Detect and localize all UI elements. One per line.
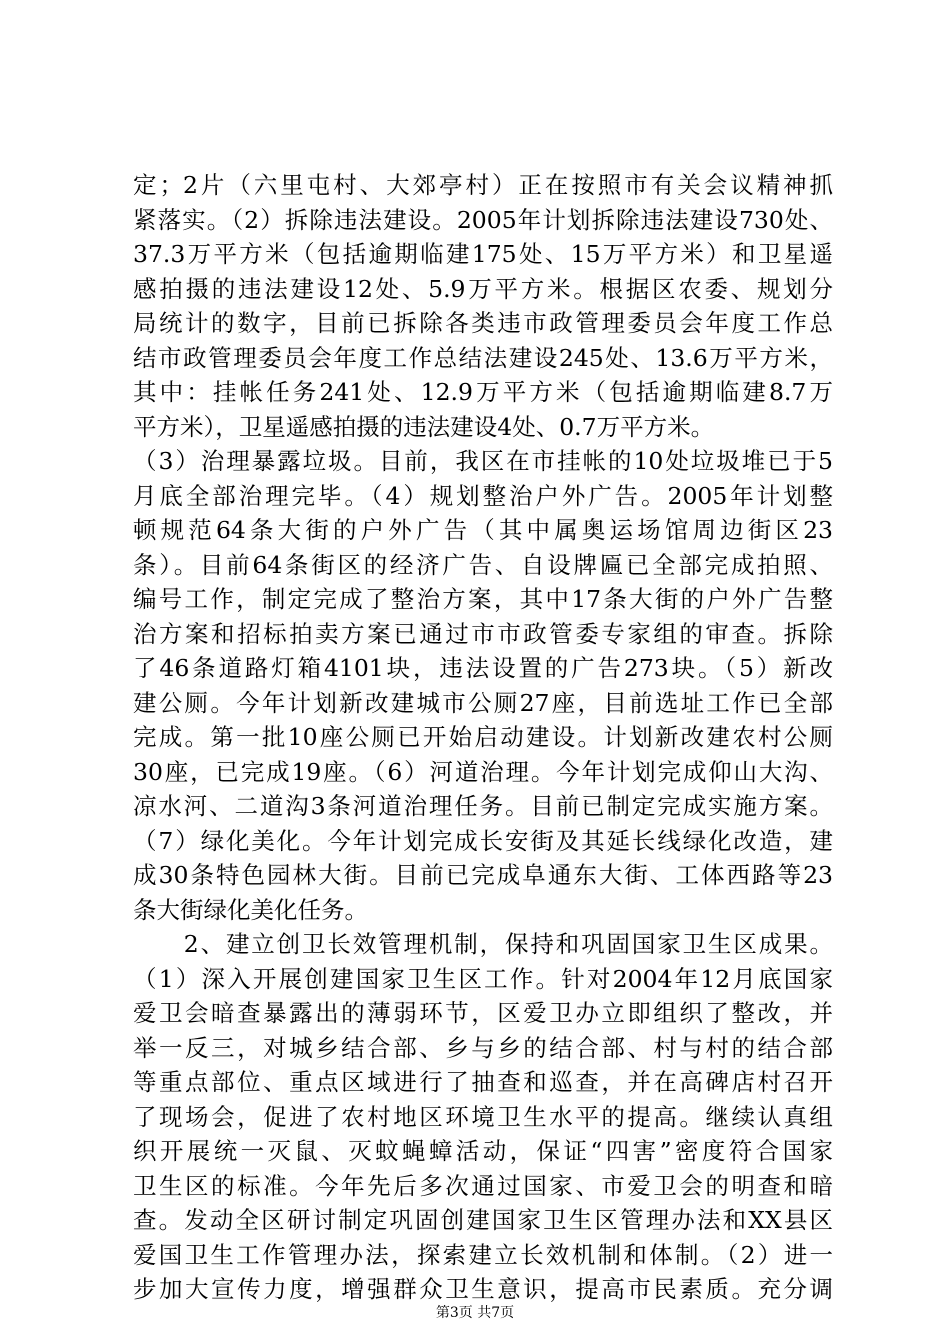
text-line: 查。发动全区研讨制定巩固创建国家卫生区管理办法和XX县区 <box>133 1206 833 1234</box>
text-line: 紧落实。（2）拆除违法建设。2005年计划拆除违法建设730处、 <box>133 205 833 234</box>
text-line: 结市政管理委员会年度工作总结法建设245处、13.6万平方米， <box>133 343 833 372</box>
text-line: 局统计的数字，目前已拆除各类违市政管理委员会年度工作总 <box>133 309 833 337</box>
page-footer <box>0 1303 950 1323</box>
text-line: 治方案和招标拍卖方案已通过市市政管委专家组的审查。拆除 <box>133 619 833 648</box>
text-line: 2、建立创卫长效管理机制，保持和巩固国家卫生区成果。 <box>133 930 833 958</box>
text-line: 顿规范64条大街的户外广告（其中属奥运场馆周边街区23 <box>133 516 833 544</box>
text-line: 月底全部治理完毕。（4）规划整治户外广告。2005年计划整 <box>133 481 833 510</box>
text-line: 完成。第一批10座公厕已开始启动建设。计划新改建农村公厕 <box>133 723 833 751</box>
text-line: 成30条特色园林大街。目前已完成阜通东大街、工体西路等23 <box>133 861 833 889</box>
page-indicator: 第3页 共7页 <box>435 1305 515 1321</box>
text-line: 了46条道路灯箱4101块，违法设置的广告273块。（5）新改 <box>133 654 833 682</box>
text-line: 建公厕。今年计划新改建城市公厕27座，目前选址工作已全部 <box>133 688 833 717</box>
text-line: 了现场会，促进了农村地区环境卫生水平的提高。继续认真组 <box>133 1102 833 1131</box>
text-line: 37.3万平方米（包括逾期临建175处、15万平方米）和卫星遥 <box>133 240 833 268</box>
text-line: 条大街绿化美化任务。 <box>133 895 368 924</box>
text-line: 编号工作，制定完成了整治方案，其中17条大街的户外广告整 <box>133 585 833 613</box>
text-line: 爱国卫生工作管理办法，探索建立长效机制和体制。（2）进一 <box>133 1240 833 1269</box>
text-line: 步加大宣传力度，增强群众卫生意识，提高市民素质。充分调 <box>133 1275 833 1303</box>
text-line: 感拍摄的违法建设12处、5.9万平方米。根据区农委、规划分 <box>133 274 833 303</box>
text-line: 举一反三，对城乡结合部、乡与乡的结合部、村与村的结合部 <box>133 1033 833 1062</box>
text-line: （1）深入开展创建国家卫生区工作。针对2004年12月底国家 <box>133 964 833 993</box>
text-line: 凉水河、二道沟3条河道治理任务。目前已制定完成实施方案。 <box>133 792 833 820</box>
text-line: （7）绿化美化。今年计划完成长安街及其延长线绿化改造，建 <box>133 826 833 855</box>
text-line: 等重点部位、重点区域进行了抽查和巡查，并在高碑店村召开 <box>133 1068 833 1096</box>
text-line: 其中：挂帐任务241处、12.9万平方米（包括逾期临建8.7万 <box>133 378 833 406</box>
body-text <box>133 168 833 1307</box>
text-line: 卫生区的标准。今年先后多次通过国家、市爱卫会的明查和暗 <box>133 1171 833 1200</box>
text-line: 30座，已完成19座。（6）河道治理。今年计划完成仰山大沟、 <box>133 757 833 786</box>
text-line: 定；2片（六里屯村、大郊亭村）正在按照市有关会议精神抓 <box>133 171 833 199</box>
text-line: 爱卫会暗查暴露出的薄弱环节，区爱卫办立即组织了整改，并 <box>133 999 833 1027</box>
text-line: 织开展统一灭鼠、灭蚊蝇蟑活动，保证“四害”密度符合国家 <box>133 1137 833 1165</box>
text-line: （3）治理暴露垃圾。目前，我区在市挂帐的10处垃圾堆已于5 <box>133 447 833 475</box>
text-line: 条）。目前64条街区的经济广告、自设牌匾已全部完成拍照、 <box>133 550 833 579</box>
text-line: 平方米），卫星遥感拍摄的违法建设4处、0.7万平方米。 <box>133 412 715 441</box>
